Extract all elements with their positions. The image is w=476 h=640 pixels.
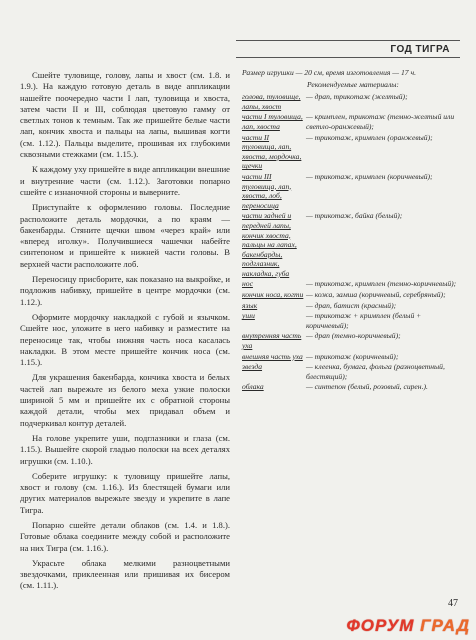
material-part: кончик носа, когти: [242, 290, 304, 300]
instruction-paragraph: Сшейте туловище, голову, лапы и хвост (см. 1.8. и 1.9.). На каждую готовую деталь в виде аппликации нашейте поочередно части I лап, туловища и хвоста, затем части II и III, соблюдая цветовую гамму от светлых тонов к темным. Так же пришейте белые части лап, кончик хвоста и пальцы на лапы, вышивая когти (см. 1.12.). Пальцы выделите, прошивая их глубокими сквозными стежками (см. 1.15.).: [20, 70, 230, 160]
material-part: голова, туловище, лапы, хвост: [242, 92, 301, 111]
material-description: — клеенка, бумага, фольга (разноцветный, блестящий);: [306, 362, 445, 381]
material-row: [242, 362, 464, 381]
chapter-title: ГОД ТИГРА: [390, 43, 450, 55]
material-description: — кожа, замша (коричневый, серебряный);: [306, 290, 446, 300]
watermark-part-2: ГРАД: [420, 616, 470, 635]
material-row: [242, 112, 464, 131]
material-row: [242, 382, 464, 392]
material-part: внешняя часть уха: [242, 351, 303, 361]
materials-column: [242, 68, 464, 393]
instruction-paragraph: Приступайте к оформлению головы. Последние расположите деталь мордочки, а по краям — бакенбарды. Стяните щечки швом «через край» или «вперед иголку». Получившиеся чашечки набейте синтепоном и пришейте к нижней части головы. В верхней части расположите лоб.: [20, 202, 230, 269]
material-description: — трикотаж, кримплен (темно-коричневый);: [306, 279, 457, 289]
material-description: — кримплен, трикотаж (темно-желтый или светло-оранжевый);: [306, 112, 455, 131]
material-row: [242, 92, 464, 111]
material-part: части задней и передней лапы, кончик хвоста, пальцы на лапах, бакенбарды, подглазник, накладка, губа: [242, 211, 297, 278]
material-row: [242, 211, 464, 278]
material-description: — драп, батист (красный);: [306, 300, 397, 310]
chapter-header: [236, 40, 460, 58]
material-row: [242, 279, 464, 289]
instruction-paragraph: Соберите игрушку: к туловищу пришейте лапы, хвост и голову (см. 1.16.). Из блестящей бумаги или других материалов вырежьте звезду и укрепите в лапе Тигра.: [20, 470, 230, 515]
material-description: — трикотаж + кримплен (белый + коричневый);: [306, 311, 422, 330]
material-row: [242, 290, 464, 300]
material-part: внутренняя часть уха: [242, 331, 302, 351]
material-row: [242, 172, 464, 210]
material-part: звезда: [242, 362, 263, 372]
material-description: — драп (темно-коричневый);: [306, 331, 401, 341]
material-part: облака: [242, 382, 264, 392]
material-description: — трикотаж (коричневый);: [306, 351, 399, 361]
materials-subtitle: Рекомендуемые материалы:: [307, 79, 399, 89]
material-description: — трикотаж, кримплен (коричневый);: [306, 171, 433, 181]
instructions-column: [20, 70, 230, 596]
instruction-paragraph: Переносицу присборите, как показано на выкройке, и подложив набивку, пришейте в центре мордочки (см. 1.12.).: [20, 274, 230, 307]
material-row: [242, 311, 464, 330]
material-row: [242, 352, 464, 362]
material-description: — синтепон (белый, розовый, сирен.).: [306, 382, 428, 392]
instruction-paragraph: На голове укрепите уши, подглазники и глаза (см. 1.15.). Вышейте скорой гладью полоски на всех деталях игрушки (см. 1.10.).: [20, 432, 230, 466]
instruction-paragraph: Попарно сшейте детали облаков (см. 1.4. и 1.8.). Готовые облака соедините между собой и расположите на них Тигра (см. 1.16.).: [20, 519, 230, 553]
instruction-paragraph: Украсьте облака мелкими разноцветными звездочками, приклеенная или пришивая их бисером (см. 1.11.).: [20, 557, 230, 591]
instruction-paragraph: Оформите мордочку накладкой с губой и язычком. Сшейте нос, уложите в него набивку и разместите на переносице так, чтобы нижняя часть носа касалась накладки. В этом месте пришейте кончик носа (см. 1.15.).: [20, 311, 230, 368]
size-time-line: Размер игрушки — 20 см, время изготовления — 17 ч.: [242, 68, 416, 77]
material-row: [242, 133, 464, 171]
material-description: — трикотаж, кримплен (оранжевый);: [306, 132, 433, 142]
material-row: [242, 331, 464, 350]
page-number: 47: [448, 598, 458, 609]
instruction-paragraph: Для украшения бакенбарда, кончика хвоста и белых частей лап вырежьте из белого меха узкие полоски шириной 5 мм и пришейте их с обратной стороны каждой детали, чтобы мех придавал объем и подчеркивал контур деталей.: [20, 372, 230, 428]
material-part: нос: [242, 279, 253, 289]
material-description: — драп, трикотаж (желтый);: [306, 92, 408, 102]
instruction-paragraph: К каждому уху пришейте в виде аппликации внешние и внутренние части (см. 1.12.). Заготовки попарно сшейте с изнаночной стороны и выверните.: [20, 164, 230, 197]
material-row: [242, 301, 464, 311]
material-part: части II туловища, лап, хвоста, мордочка, щечки: [242, 132, 302, 171]
watermark-part-1: ФОРУМ: [346, 616, 415, 635]
material-part: уши: [242, 311, 255, 321]
site-watermark: [347, 616, 471, 636]
material-description: — трикотаж, байка (белый);: [306, 211, 403, 221]
material-part: части III туловища, лап, хвоста, лоб, переносица: [242, 171, 292, 210]
material-part: части I туловища, лап, хвоста: [242, 112, 303, 131]
material-part: язык: [242, 300, 258, 310]
materials-list: [242, 92, 464, 392]
